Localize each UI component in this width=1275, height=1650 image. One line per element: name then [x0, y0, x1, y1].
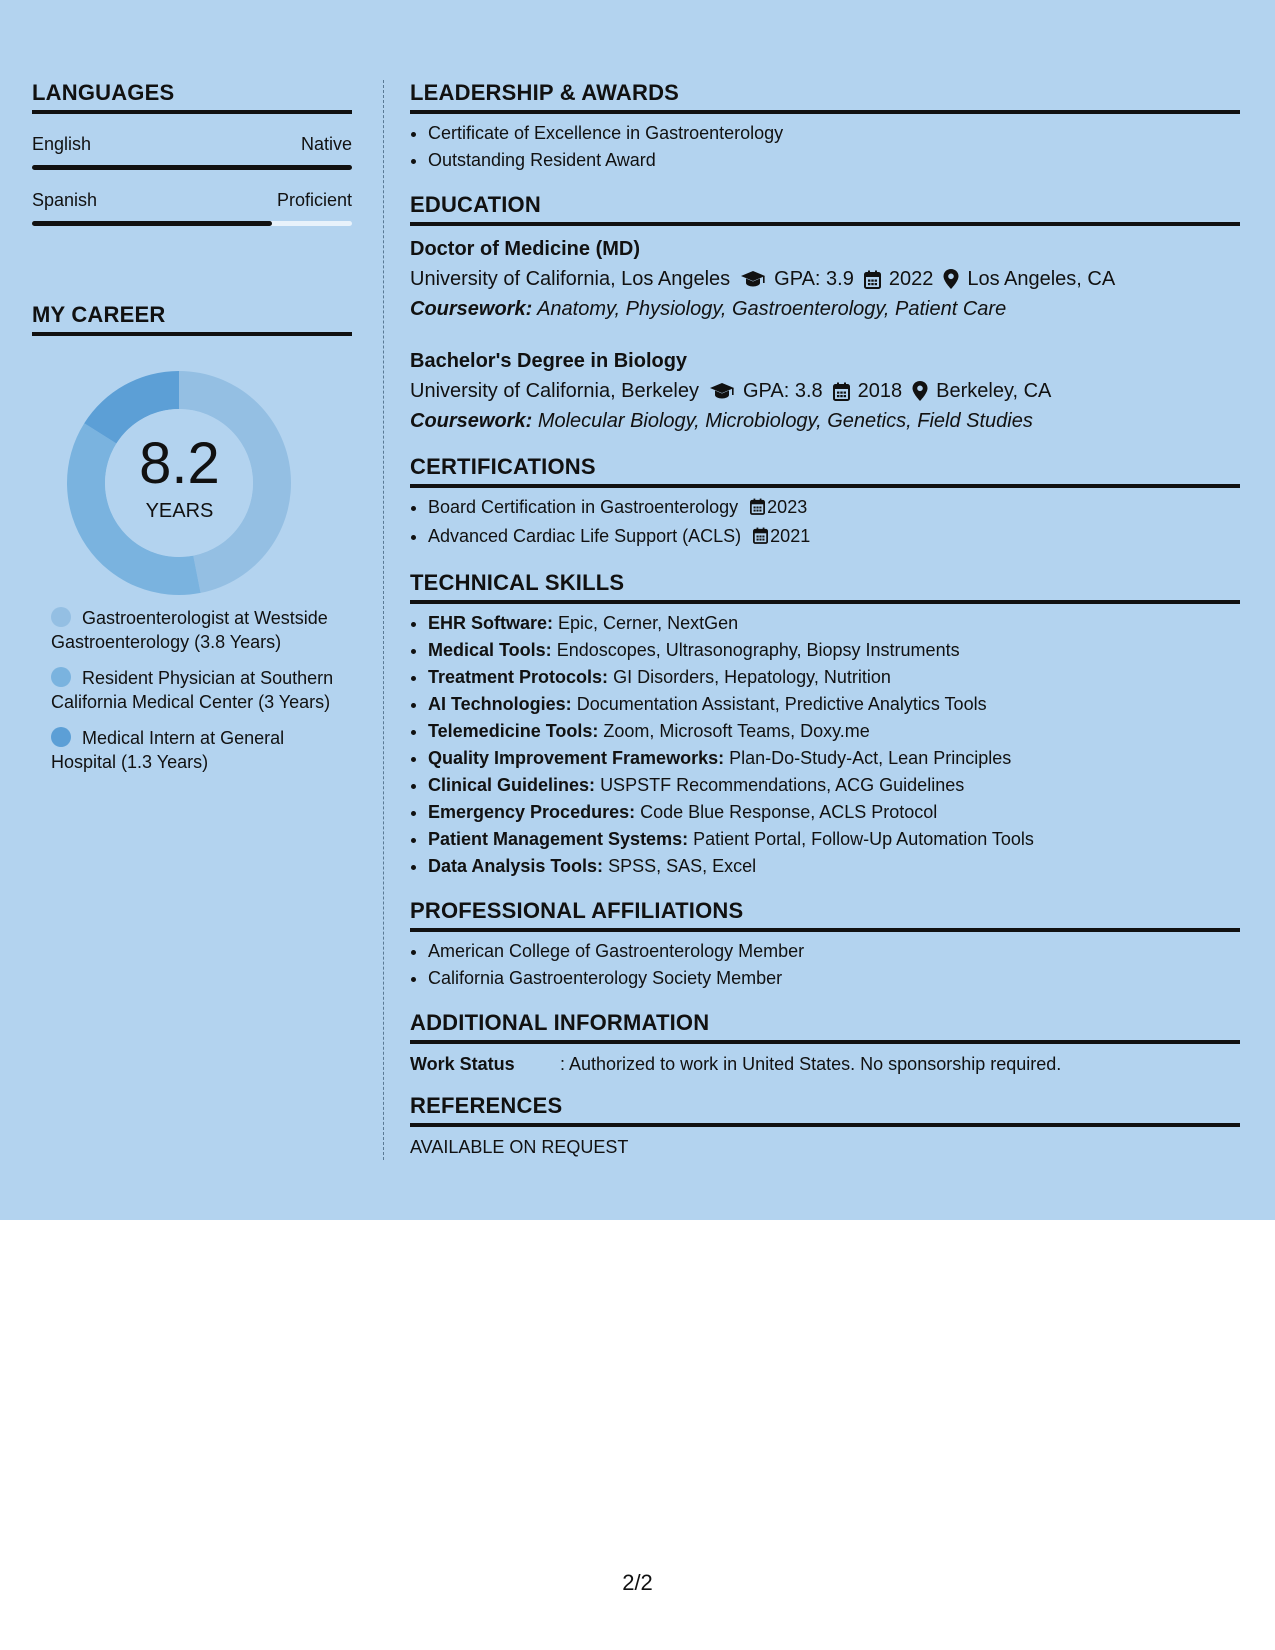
- coursework-label: Coursework:: [410, 298, 533, 320]
- language-level: Native: [300, 134, 352, 154]
- references-heading: REFERENCES: [410, 1093, 1240, 1127]
- skill-label: Treatment Protocols:: [428, 667, 609, 687]
- coursework-list: Molecular Biology, Microbiology, Genetics, Field Studies: [537, 410, 1033, 432]
- location-pin-icon: [943, 269, 959, 289]
- left-column: [32, 80, 352, 786]
- graduation-cap-icon: [740, 270, 766, 288]
- affiliations-section: [410, 898, 1240, 992]
- calendar-icon: [753, 525, 768, 552]
- degree-title: Bachelor's Degree in Biology: [410, 350, 688, 372]
- career-total-years: 8.2: [139, 431, 220, 496]
- career-legend-item: [51, 606, 341, 654]
- skill-item: [428, 799, 1240, 826]
- language-proficiency-fill: [32, 221, 272, 226]
- certification-name: Board Certification in Gastroenterology: [428, 497, 739, 517]
- education-entry: [410, 346, 1240, 436]
- career-legend-item: [51, 666, 341, 714]
- school-location: Berkeley, CA: [936, 380, 1052, 402]
- skill-label: Data Analysis Tools:: [428, 856, 604, 876]
- calendar-icon: [750, 496, 765, 523]
- skill-label: Clinical Guidelines:: [428, 775, 596, 795]
- skills-section: [410, 570, 1240, 880]
- skill-label: Quality Improvement Frameworks:: [428, 748, 725, 768]
- skill-label: Telemedicine Tools:: [428, 721, 599, 741]
- work-status-value: : Authorized to work in United States. No sponsorship required.: [560, 1054, 1062, 1074]
- skill-item: [428, 610, 1240, 637]
- skill-value: Documentation Assistant, Predictive Analytics Tools: [576, 694, 987, 714]
- legend-swatch: [51, 727, 71, 747]
- career-total-label: YEARS: [145, 500, 214, 522]
- skill-value: Zoom, Microsoft Teams, Doxy.me: [603, 721, 870, 741]
- education-entry: [410, 234, 1240, 324]
- certification-year: 2023: [767, 497, 808, 517]
- list-item: [428, 523, 1240, 552]
- skill-item: [428, 745, 1240, 772]
- degree-title: Doctor of Medicine (MD): [410, 238, 640, 260]
- language-proficiency-bar: [32, 165, 352, 170]
- skill-value: USPSTF Recommendations, ACG Guidelines: [600, 775, 965, 795]
- list-item: • California Gastroenterology Society Member: [428, 965, 1240, 992]
- career-legend-item: [51, 726, 341, 774]
- skill-label: EHR Software:: [428, 613, 554, 633]
- work-status-row: [410, 1054, 1240, 1075]
- list-item: • American College of Gastroenterology Member: [428, 938, 1240, 965]
- language-item-spanish: [32, 190, 352, 226]
- skill-value: Epic, Cerner, NextGen: [558, 613, 739, 633]
- language-item-english: [32, 134, 352, 170]
- leadership-section: [410, 80, 1240, 174]
- career-legend: [32, 606, 352, 774]
- career-role-label: Medical Intern at General Hospital (1.3 Years): [51, 728, 285, 772]
- list-item: • Outstanding Resident Award: [428, 147, 1240, 174]
- gpa-value: GPA: 3.8: [743, 380, 823, 402]
- list-item: • Certificate of Excellence in Gastroenterology: [428, 120, 1240, 147]
- references-text: AVAILABLE ON REQUEST: [410, 1137, 629, 1157]
- skill-label: Patient Management Systems:: [428, 829, 689, 849]
- coursework-label: Coursework:: [410, 410, 533, 432]
- skill-label: AI Technologies:: [428, 694, 572, 714]
- skill-item: [428, 772, 1240, 799]
- language-proficiency-fill: [32, 165, 352, 170]
- location-pin-icon: [912, 381, 928, 401]
- language-level: Proficient: [276, 190, 352, 210]
- right-column: [410, 80, 1240, 1176]
- certification-year: 2021: [770, 526, 811, 546]
- career-heading: MY CAREER: [32, 302, 352, 336]
- additional-info-section: [410, 1010, 1240, 1075]
- skill-item: [428, 637, 1240, 664]
- gpa-value: GPA: 3.9: [774, 268, 854, 290]
- career-role-label: Gastroenterologist at Westside Gastroenterology (3.8 Years): [51, 608, 328, 652]
- skill-item: [428, 664, 1240, 691]
- skill-value: GI Disorders, Hepatology, Nutrition: [613, 667, 891, 687]
- graduation-year: 2022: [888, 268, 934, 290]
- list-item: [428, 494, 1240, 523]
- school-location: Los Angeles, CA: [967, 268, 1116, 290]
- skill-value: SPSS, SAS, Excel: [608, 856, 757, 876]
- skills-heading: TECHNICAL SKILLS: [410, 570, 1240, 604]
- skill-value: Code Blue Response, ACLS Protocol: [640, 802, 938, 822]
- graduation-year: 2018: [857, 380, 903, 402]
- skill-label: Emergency Procedures:: [428, 802, 636, 822]
- skill-value: Plan-Do-Study-Act, Lean Principles: [729, 748, 1012, 768]
- page-number: 2/2: [622, 1570, 653, 1595]
- column-divider: [383, 80, 384, 1160]
- skill-item: [428, 853, 1240, 880]
- graduation-cap-icon: [709, 382, 735, 400]
- skill-item: [428, 718, 1240, 745]
- language-name: Spanish: [32, 190, 98, 210]
- references-section: [410, 1093, 1240, 1158]
- skill-item: [428, 691, 1240, 718]
- legend-swatch: [51, 667, 71, 687]
- career-role-label: Resident Physician at Southern California Medical Center (3 Years): [51, 668, 334, 712]
- affiliations-heading: PROFESSIONAL AFFILIATIONS: [410, 898, 1240, 932]
- skill-label: Medical Tools:: [428, 640, 552, 660]
- skill-value: Endoscopes, Ultrasonography, Biopsy Instruments: [556, 640, 960, 660]
- certification-name: Advanced Cardiac Life Support (ACLS): [428, 526, 742, 546]
- calendar-icon: [833, 382, 850, 401]
- education-section: [410, 192, 1240, 436]
- skill-value: Patient Portal, Follow-Up Automation Tools: [693, 829, 1034, 849]
- legend-swatch: [51, 607, 71, 627]
- languages-heading: LANGUAGES: [32, 80, 352, 114]
- education-heading: EDUCATION: [410, 192, 1240, 226]
- coursework-list: Anatomy, Physiology, Gastroenterology, Patient Care: [537, 298, 1007, 320]
- school-name: University of California, Berkeley: [410, 380, 699, 402]
- skill-item: [428, 826, 1240, 853]
- additional-info-heading: ADDITIONAL INFORMATION: [410, 1010, 1240, 1044]
- career-donut-chart: [32, 356, 352, 606]
- certifications-heading: CERTIFICATIONS: [410, 454, 1240, 488]
- language-proficiency-bar: [32, 221, 352, 226]
- school-name: University of California, Los Angeles: [410, 268, 731, 290]
- leadership-heading: LEADERSHIP & AWARDS: [410, 80, 1240, 114]
- language-name: English: [32, 134, 92, 154]
- work-status-label: Work Status: [410, 1054, 515, 1074]
- calendar-icon: [864, 270, 881, 289]
- certifications-section: [410, 454, 1240, 552]
